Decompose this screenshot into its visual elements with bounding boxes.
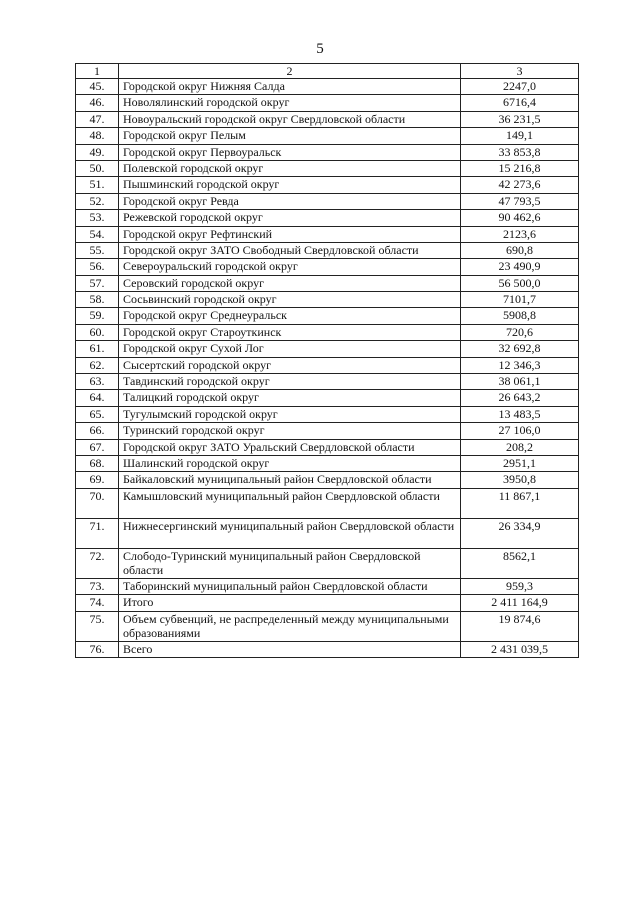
- amount-value-cell: 208,2: [461, 439, 579, 455]
- amount-value-cell: 33 853,8: [461, 144, 579, 160]
- table-row: [76, 292, 579, 308]
- table-row: [76, 275, 579, 291]
- municipality-name-cell: Городской округ Пелым: [119, 128, 461, 144]
- row-number-cell: 58.: [76, 292, 119, 308]
- table-row: [76, 95, 579, 111]
- municipality-name-cell: Слободо-Туринский муниципальный район Свердловской области: [119, 548, 461, 578]
- column-header-number: 1: [76, 64, 119, 79]
- row-number-cell: 66.: [76, 423, 119, 439]
- municipality-name-cell: Городской округ ЗАТО Уральский Свердловской области: [119, 439, 461, 455]
- amount-value-cell: 23 490,9: [461, 259, 579, 275]
- amount-value-cell: 47 793,5: [461, 193, 579, 209]
- table-row: [76, 210, 579, 226]
- municipality-name-cell: Талицкий городской округ: [119, 390, 461, 406]
- table-row: [76, 439, 579, 455]
- amount-value-cell: 13 483,5: [461, 406, 579, 422]
- table-row: [76, 423, 579, 439]
- row-number-cell: 75.: [76, 611, 119, 641]
- amount-value-cell: 42 273,6: [461, 177, 579, 193]
- column-header-name: 2: [119, 64, 461, 79]
- municipality-name-cell: Камышловский муниципальный район Свердловской области: [119, 488, 461, 518]
- column-header-value: 3: [461, 64, 579, 79]
- municipality-name-cell: Городской округ Сухой Лог: [119, 341, 461, 357]
- row-number-cell: 49.: [76, 144, 119, 160]
- table-row: [76, 357, 579, 373]
- amount-value-cell: 32 692,8: [461, 341, 579, 357]
- table-row: [76, 578, 579, 594]
- table-row: [76, 193, 579, 209]
- municipality-name-cell: Нижнесергинский муниципальный район Свердловской области: [119, 518, 461, 548]
- amount-value-cell: 7101,7: [461, 292, 579, 308]
- municipality-name-cell: Полевской городской округ: [119, 160, 461, 176]
- municipality-name-cell: Шалинский городской округ: [119, 455, 461, 471]
- row-number-cell: 46.: [76, 95, 119, 111]
- table-row: [76, 79, 579, 95]
- municipality-name-cell: Итого: [119, 595, 461, 611]
- amount-value-cell: 2951,1: [461, 455, 579, 471]
- row-number-cell: 73.: [76, 578, 119, 594]
- amount-value-cell: 36 231,5: [461, 111, 579, 127]
- table-row: [76, 472, 579, 488]
- amount-value-cell: 2123,6: [461, 226, 579, 242]
- row-number-cell: 47.: [76, 111, 119, 127]
- municipality-name-cell: Городской округ Ревда: [119, 193, 461, 209]
- municipality-name-cell: Городской округ Среднеуральск: [119, 308, 461, 324]
- table-row: [76, 144, 579, 160]
- row-number-cell: 53.: [76, 210, 119, 226]
- table-row: [76, 595, 579, 611]
- municipality-name-cell: Сосьвинский городской округ: [119, 292, 461, 308]
- row-number-cell: 63.: [76, 374, 119, 390]
- municipality-name-cell: Городской округ Первоуральск: [119, 144, 461, 160]
- municipality-name-cell: Режевской городской округ: [119, 210, 461, 226]
- amount-value-cell: 26 643,2: [461, 390, 579, 406]
- row-number-cell: 45.: [76, 79, 119, 95]
- amount-value-cell: 12 346,3: [461, 357, 579, 373]
- amount-value-cell: 56 500,0: [461, 275, 579, 291]
- municipality-name-cell: Пышминский городской округ: [119, 177, 461, 193]
- page-number: 5: [316, 41, 324, 57]
- row-number-cell: 61.: [76, 341, 119, 357]
- municipality-name-cell: Серовский городской округ: [119, 275, 461, 291]
- row-number-cell: 48.: [76, 128, 119, 144]
- row-number-cell: 74.: [76, 595, 119, 611]
- subsidy-table: [75, 63, 579, 658]
- row-number-cell: 64.: [76, 390, 119, 406]
- municipality-name-cell: Туринский городской округ: [119, 423, 461, 439]
- row-number-cell: 67.: [76, 439, 119, 455]
- row-number-cell: 72.: [76, 548, 119, 578]
- row-number-cell: 59.: [76, 308, 119, 324]
- table-row: [76, 488, 579, 518]
- amount-value-cell: 27 106,0: [461, 423, 579, 439]
- table-row: [76, 406, 579, 422]
- table-row: [76, 611, 579, 641]
- table-row: [76, 242, 579, 258]
- table-row: [76, 160, 579, 176]
- municipality-name-cell: Тугулымский городской округ: [119, 406, 461, 422]
- municipality-name-cell: Байкаловский муниципальный район Свердловской области: [119, 472, 461, 488]
- table-row: [76, 226, 579, 242]
- table-row: [76, 641, 579, 657]
- row-number-cell: 51.: [76, 177, 119, 193]
- municipality-name-cell: Всего: [119, 641, 461, 657]
- table-body: [76, 79, 579, 658]
- table-row: [76, 324, 579, 340]
- table-row: [76, 518, 579, 548]
- row-number-cell: 76.: [76, 641, 119, 657]
- row-number-cell: 71.: [76, 518, 119, 548]
- row-number-cell: 54.: [76, 226, 119, 242]
- amount-value-cell: 26 334,9: [461, 518, 579, 548]
- row-number-cell: 60.: [76, 324, 119, 340]
- amount-value-cell: 2247,0: [461, 79, 579, 95]
- amount-value-cell: 149,1: [461, 128, 579, 144]
- table-row: [76, 390, 579, 406]
- amount-value-cell: 2 431 039,5: [461, 641, 579, 657]
- municipality-name-cell: Сысертский городской округ: [119, 357, 461, 373]
- amount-value-cell: 15 216,8: [461, 160, 579, 176]
- amount-value-cell: 3950,8: [461, 472, 579, 488]
- municipality-name-cell: Тавдинский городской округ: [119, 374, 461, 390]
- amount-value-cell: 2 411 164,9: [461, 595, 579, 611]
- row-number-cell: 57.: [76, 275, 119, 291]
- table-row: [76, 128, 579, 144]
- row-number-cell: 62.: [76, 357, 119, 373]
- row-number-cell: 52.: [76, 193, 119, 209]
- row-number-cell: 50.: [76, 160, 119, 176]
- municipality-name-cell: Таборинский муниципальный район Свердловской области: [119, 578, 461, 594]
- row-number-cell: 55.: [76, 242, 119, 258]
- municipality-name-cell: Городской округ ЗАТО Свободный Свердловской области: [119, 242, 461, 258]
- municipality-name-cell: Североуральский городской округ: [119, 259, 461, 275]
- municipality-name-cell: Объем субвенций, не распределенный между муниципальными образованиями: [119, 611, 461, 641]
- row-number-cell: 56.: [76, 259, 119, 275]
- amount-value-cell: 38 061,1: [461, 374, 579, 390]
- amount-value-cell: 720,6: [461, 324, 579, 340]
- row-number-cell: 69.: [76, 472, 119, 488]
- amount-value-cell: 8562,1: [461, 548, 579, 578]
- row-number-cell: 65.: [76, 406, 119, 422]
- municipality-name-cell: Городской округ Староуткинск: [119, 324, 461, 340]
- row-number-cell: 68.: [76, 455, 119, 471]
- amount-value-cell: 19 874,6: [461, 611, 579, 641]
- table-row: [76, 308, 579, 324]
- municipality-name-cell: Новолялинский городской округ: [119, 95, 461, 111]
- table-row: [76, 341, 579, 357]
- table-row: [76, 455, 579, 471]
- amount-value-cell: 11 867,1: [461, 488, 579, 518]
- amount-value-cell: 5908,8: [461, 308, 579, 324]
- table-row: [76, 374, 579, 390]
- table-row: [76, 177, 579, 193]
- amount-value-cell: 6716,4: [461, 95, 579, 111]
- municipality-name-cell: Городской округ Нижняя Салда: [119, 79, 461, 95]
- table-row: [76, 548, 579, 578]
- table-row: [76, 259, 579, 275]
- municipality-name-cell: Городской округ Рефтинский: [119, 226, 461, 242]
- table-row: [76, 111, 579, 127]
- amount-value-cell: 90 462,6: [461, 210, 579, 226]
- amount-value-cell: 959,3: [461, 578, 579, 594]
- table-header-row: [76, 64, 579, 79]
- municipality-name-cell: Новоуральский городской округ Свердловской области: [119, 111, 461, 127]
- row-number-cell: 70.: [76, 488, 119, 518]
- amount-value-cell: 690,8: [461, 242, 579, 258]
